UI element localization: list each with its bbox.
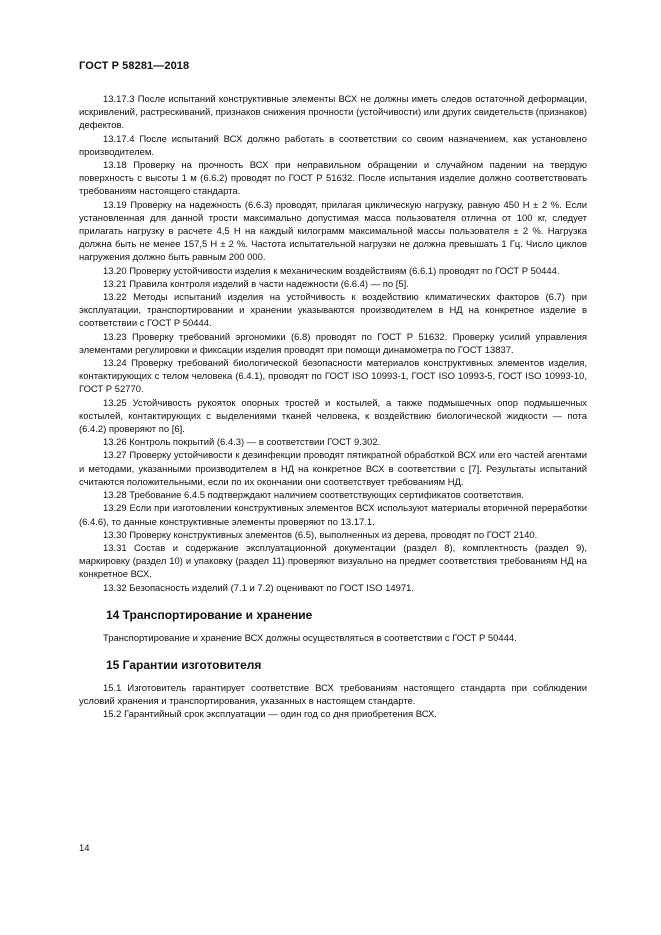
paragraph-15-2: 15.2 Гарантийный срок эксплуатации — один год со дня приобретения ВСХ. (103, 709, 437, 721)
paragraph-13-30: 13.30 Проверку конструктивных элементов (6.5), выполненных из дерева, проводят по ГОСТ 2140. (103, 529, 538, 541)
paragraph-13-31: 13.31 Состав и содержание эксплуатационной документации (раздел 8), комплектность (раздел 9), маркировку (раздел 10) и упаковку (раздел 11) проверяют визуально на предмет соответствия требованиям НД на конкретное ВСХ. (79, 542, 587, 581)
paragraph-13-25: 13.25 Устойчивость рукояток опорных тростей и костылей, а также подмышечных опор подмышечных костылей, контактирующих с выделениями тканей человека, к воздействию биологической жидкости — пота (6.4.2) проверяют по [6]. (79, 397, 587, 436)
paragraph-13-32: 13.32 Безопасность изделий (7.1 и 7.2) оценивают по ГОСТ ISO 14971. (103, 582, 415, 594)
section-14-heading: 14 Транспортирование и хранение (106, 607, 313, 622)
paragraph-13-29: 13.29 Если при изготовлении конструктивных элементов ВСХ используют материалы вторичной переработки (6.4.6), то данные конструктивные элементы проверяют по 13.17.1. (79, 503, 587, 528)
paragraph-13-23: 13.23 Проверку требований эргономики (6.8) проводят по ГОСТ Р 51632. Проверку усилий управления элементами регулировки и фиксации изделия проводят при помощи динамометра по ГОСТ 13837. (79, 331, 587, 356)
paragraph-13-21: 13.21 Правила контроля изделий в части надежности (6.6.4) — по [5]. (103, 278, 409, 290)
paragraph-13-17-4: 13.17.4 После испытаний ВСХ должно работать в соответствии со своим назначением, как установлено производителем. (79, 133, 587, 158)
paragraph-13-27: 13.27 Проверку устойчивости к дезинфекции проводят пятикратной обработкой ВСХ или его частей агентами и методами, указанными производителем в НД на конкретное ВСХ в соответствии с [7]. Результаты испытаний считаются положительными, если по их окончании они соответствует требованиям НД. (79, 450, 587, 488)
paragraph-13-24: 13.24 Проверку требований биологической безопасности материалов конструктивных элементов изделия, контактирующих с телом человека (6.4.1), проводят по ГОСТ ISO 10993-1, ГОСТ ISO 10993-5, ГОСТ ISO 10993-10, ГОСТ Р 52770. (79, 358, 587, 396)
page-number: 14 (79, 843, 90, 854)
paragraph-13-19: 13.19 Проверку на надежность (6.6.3) проводят, прилагая циклическую нагрузку, равную 450 Н ± 2 %. Если установленная для данной трости максимально допустимая масса пользователя отлична от 100 кг, следует прилагать нагрузку в расчете 4,5 Н на каждый килограмм максимальной массы пользователя ± 2 %. Нагрузка должна быть не менее 157,5 Н ± 2 %. Частота испытательной нагрузки не должна превышать 1 Гц. Число циклов нагружения должно быть равным 200 000. (79, 199, 587, 264)
paragraph-13-28: 13.28 Требование 6.4.5 подтверждают наличием соответствующих сертификатов соответствия. (103, 490, 524, 502)
section-15-heading: 15 Гарантии изготовителя (106, 657, 262, 672)
standard-code-header: ГОСТ Р 58281—2018 (79, 60, 190, 72)
document-body (79, 93, 587, 722)
paragraph-13-17-3: 13.17.3 После испытаний конструктивные элементы ВСХ не должны иметь следов остаточной деформации, искривлений, растрескиваний, признаков снижения прочности (устойчивости) или других свидетельств (признаков) дефектов. (79, 94, 587, 132)
paragraph-13-22: 13.22 Методы испытаний изделия на устойчивость к воздействию климатических факторов (6.7) при эксплуатации, транспортировании и хранении указываются производителем в НД на конкретное изделие в соответствии с ГОСТ Р 50444. (79, 292, 587, 330)
paragraph-13-26: 13.26 Контроль покрытий (6.4.3) — в соответствии ГОСТ 9.302. (103, 437, 381, 449)
paragraph-13-20: 13.20 Проверку устойчивости изделия к механическим воздействиям (6.6.1) проводят по ГОСТ Р 50444. (103, 265, 560, 277)
paragraph-13-18: 13.18 Проверку на прочность ВСХ при неправильном обращении и случайном падении на твердую поверхность с высоты 1 м (6.6.2) проводят по ГОСТ Р 51632. После испытания изделие должно соответствовать требованиям настоящего стандарта. (79, 160, 587, 198)
section-14-text: Транспортирование и хранение ВСХ должны осуществляться в соответствии с ГОСТ Р 50444. (103, 632, 517, 644)
paragraph-15-1: 15.1 Изготовитель гарантирует соответствие ВСХ требованиям настоящего стандарта при соблюдении условий хранения и транспортирования, указанных в настоящем стандарте. (79, 682, 587, 708)
